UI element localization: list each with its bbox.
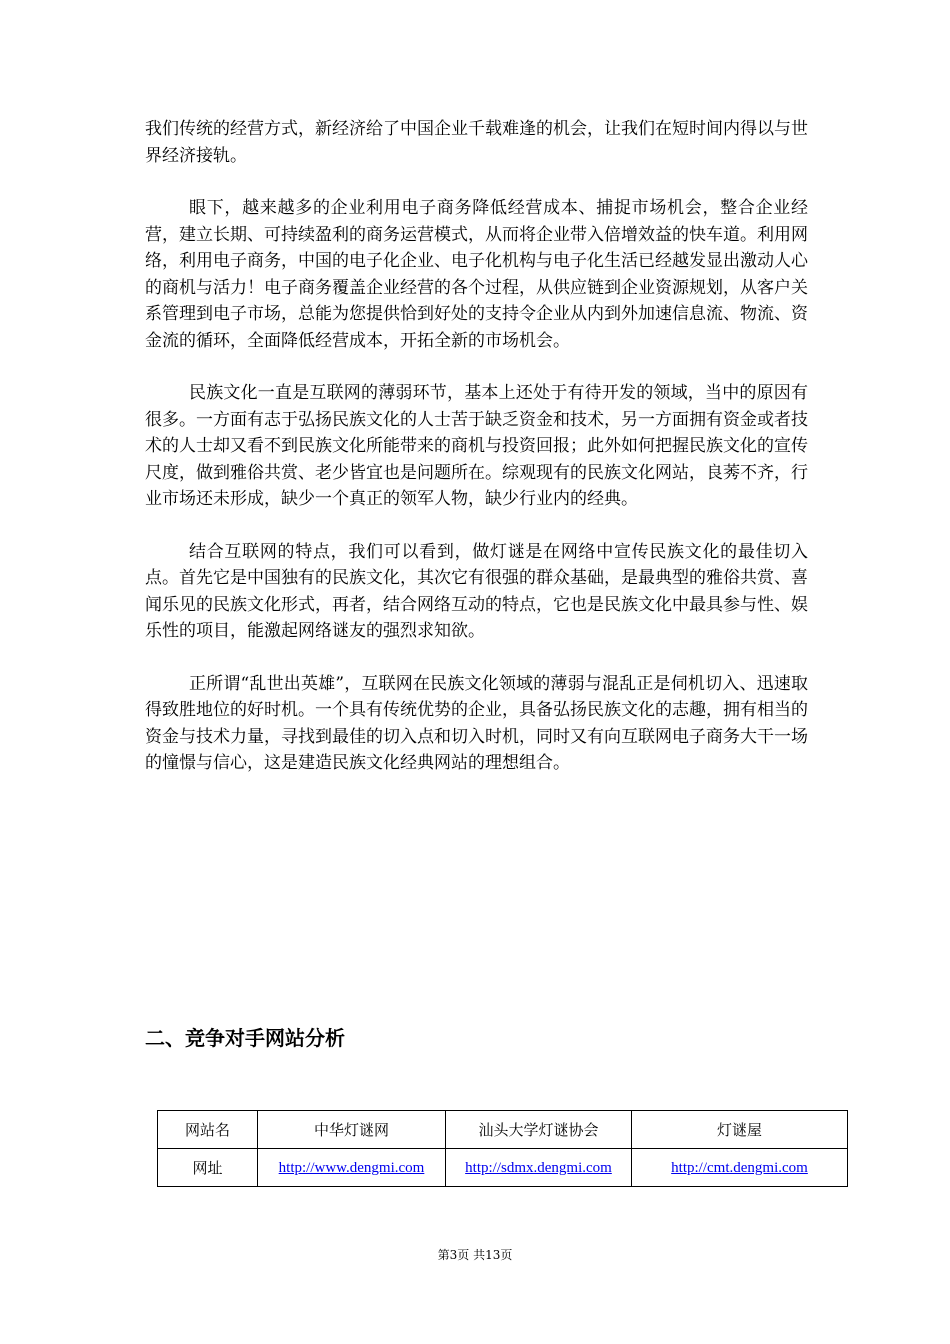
table-cell-url	[258, 1149, 446, 1187]
table-cell-site-name: 灯谜屋	[632, 1111, 848, 1149]
site-link-dengmi[interactable]: http://www.dengmi.com	[278, 1160, 425, 1176]
site-link-sdmx[interactable]: http://sdmx.dengmi.com	[465, 1160, 612, 1176]
table-row	[158, 1111, 848, 1149]
site-link-cmt[interactable]: http://cmt.dengmi.com	[671, 1160, 808, 1176]
paragraph-4: 结合互联网的特点，我们可以看到，做灯谜是在网络中宣传民族文化的最佳切入点。首先它是中国独有的民族文化，其次它有很强的群众基础，是最典型的雅俗共赏、喜闻乐见的民族文化形式，再者，结合网络互动的特点，它也是民族文化中最具参与性、娱乐性的项目，能激起网络谜友的强烈求知欲。	[145, 541, 808, 641]
table-cell-url	[632, 1149, 848, 1187]
paragraph-2: 眼下，越来越多的企业利用电子商务降低经营成本、捕捉市场机会，整合企业经营，建立长期、可持续盈利的商务运营模式，从而将企业带入倍增效益的快车道。利用网络，利用电子商务，中国的电子化企业、电子化机构与电子化生活已经越发显出激动人心的商机与活力！电子商务覆盖企业经营的各个过程，从供应链到企业资源规划，从客户关系管理到电子市场，总能为您提供恰到好处的支持令企业从内到外加速信息流、物流、资金流的循环，全面降低经营成本，开拓全新的市场机会。	[145, 198, 808, 351]
section-heading: 二、竞争对手网站分析	[145, 1026, 345, 1050]
competitor-table	[157, 1110, 848, 1187]
table-cell-site-name: 汕头大学灯谜协会	[446, 1111, 632, 1149]
paragraph-3: 民族文化一直是互联网的薄弱环节，基本上还处于有待开发的领域，当中的原因有很多。一方面有志于弘扬民族文化的人士苦于缺乏资金和技术，另一方面拥有资金或者技术的人士却又看不到民族文化所能带来的商机与投资回报；此外如何把握民族文化的宣传尺度，做到雅俗共赏、老少皆宜也是问题所在。综观现有的民族文化网站，良莠不齐，行业市场还未形成，缺少一个真正的领军人物，缺少行业内的经典。	[145, 383, 808, 509]
table-row-label-site-name: 网站名	[158, 1111, 258, 1149]
table-cell-site-name: 中华灯谜网	[258, 1111, 446, 1149]
table-row-label-url: 网址	[158, 1149, 258, 1187]
paragraph-5: 正所谓“乱世出英雄”，互联网在民族文化领域的薄弱与混乱正是伺机切入、迅速取得致胜地位的好时机。一个具有传统优势的企业，具备弘扬民族文化的志趣，拥有相当的资金与技术力量，寻找到最佳的切入点和切入时机，同时又有向互联网电子商务大干一场的憧憬与信心，这是建造民族文化经典网站的理想组合。	[145, 673, 808, 773]
paragraph-1: 我们传统的经营方式，新经济给了中国企业千载难逢的机会，让我们在短时间内得以与世界经济接轨。	[145, 119, 808, 166]
page-number-footer: 第3页 共13页	[437, 1248, 513, 1262]
table-row	[158, 1149, 848, 1187]
table-cell-url	[446, 1149, 632, 1187]
body-text	[145, 116, 808, 803]
